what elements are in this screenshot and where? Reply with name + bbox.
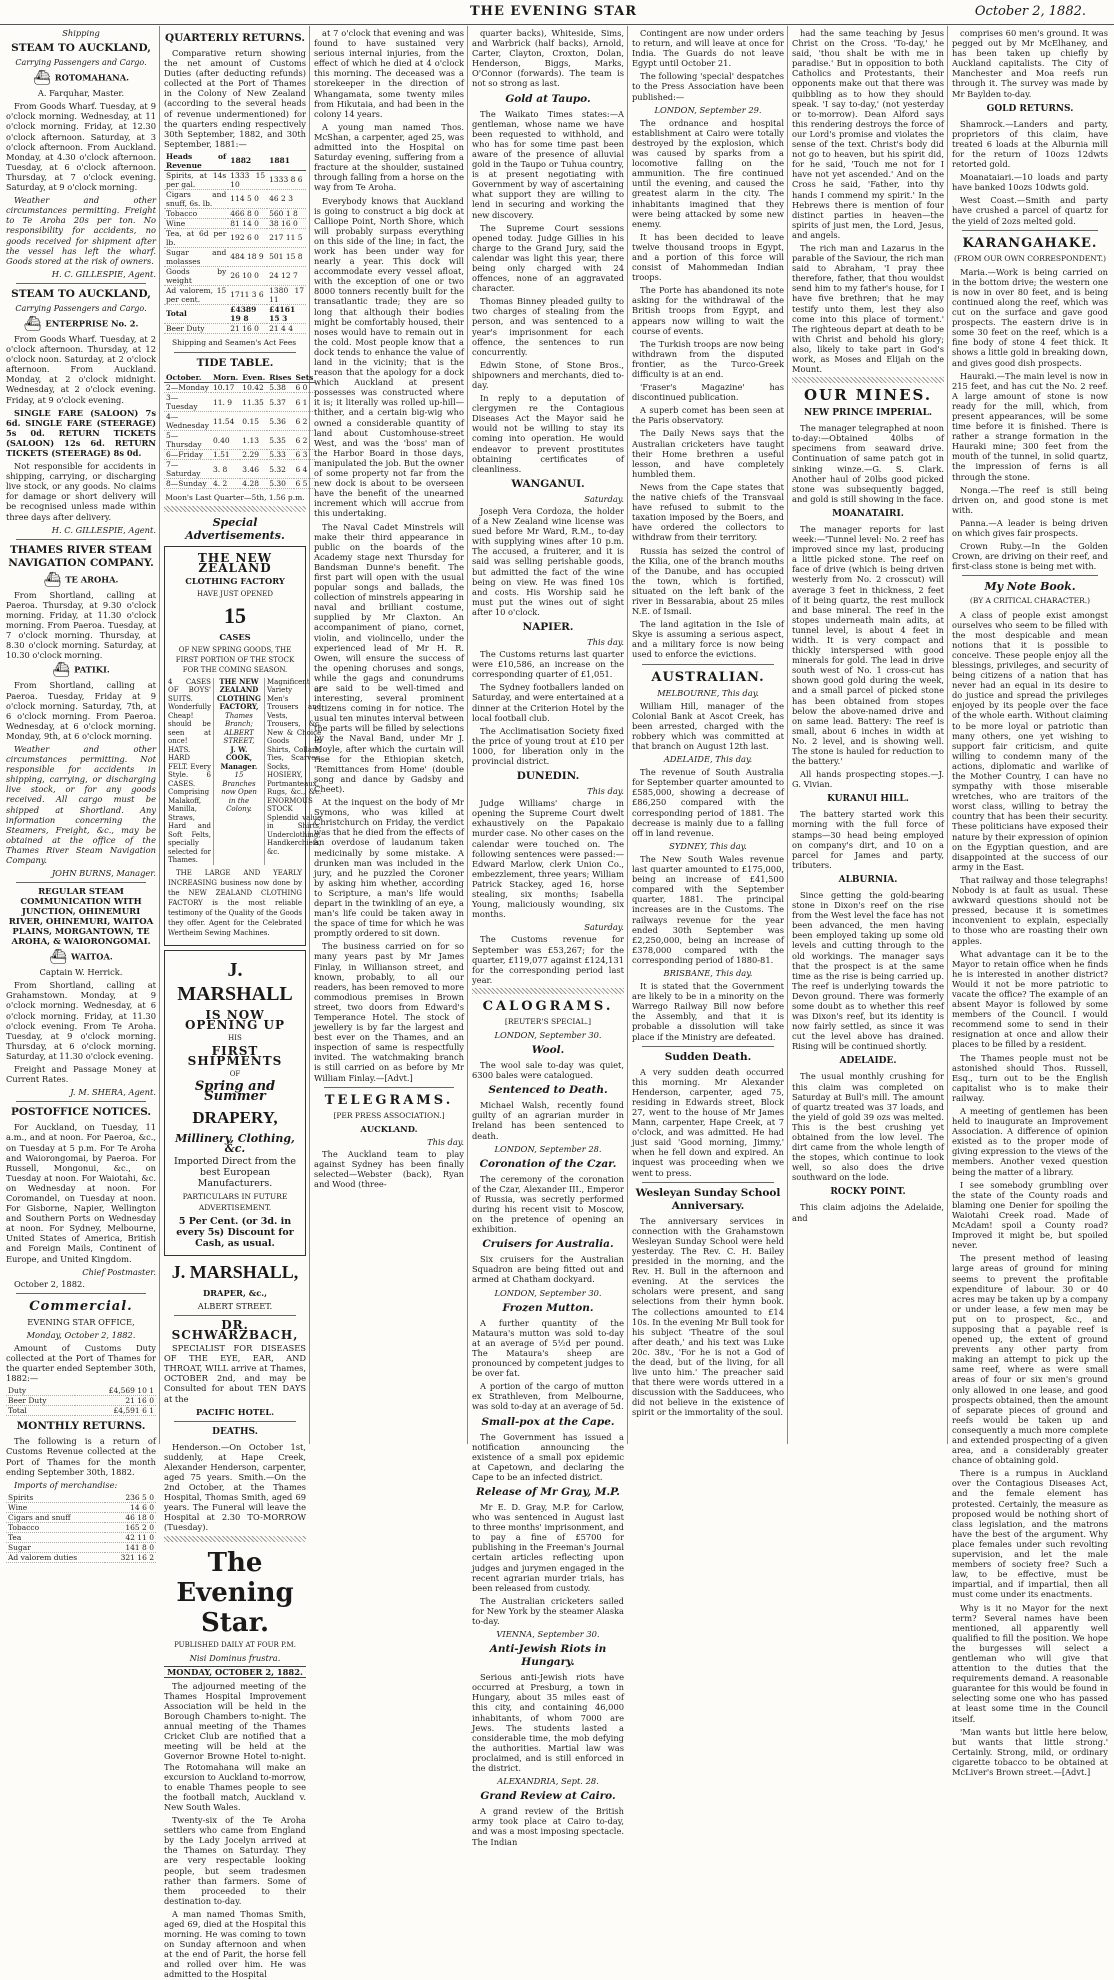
article-para: West Coast.—Smith and party have crushed a parcel of quartz for the yield of 2ozs melted gold. (952, 195, 1108, 226)
nz-clothing-count: 15 (224, 602, 246, 628)
ad-notice: Freight and Passage Money at Current Rates. (6, 1064, 156, 1085)
article-para: Moanataiari.—10 loads and party have banked 10ozs 10dwts gold. (952, 172, 1108, 193)
table-row: Beer Duty 21 16 0 21 4 4 (164, 323, 306, 333)
table-header-row: Heads of Revenue 1882 1881 (164, 152, 306, 171)
article-para: The Daily News says that the Australian cricketers have taught their Home brethren a useful lesson, and have completely humbled them. (632, 428, 784, 479)
dateline-time: Saturday. (584, 922, 624, 933)
column-5 (632, 28, 784, 1442)
table-row: Total £4,591 6 1 (8, 1406, 154, 1416)
dateline-time: This day. (587, 636, 624, 647)
masthead-date: October 2, 1882. (974, 4, 1086, 19)
ship-name: ROTOMAHANA. (54, 72, 130, 83)
quarterly-returns-body: Comparative return showing the net amount of Customs Duties (after deducting refunds) collected at the Port of Thames in the Colony of New Zealand (according to the several heads of revenue undermentioned) for the quarters ending respectively 30th September, 1882, and 30th September, 1881:— (164, 48, 306, 149)
tide-table (164, 373, 315, 489)
article-para: Nonga.—The reef is still being driven on, and good stone is met with. (952, 484, 1108, 515)
newspaper-nameplate: The Evening Star. (176, 1547, 294, 1638)
article-para: The battery started work this morning with the full force of stamps—30 head being employed on company's dirt, and 10 on a parcel for James and party, tributers. (792, 809, 944, 870)
ship-master: A. Farquhar, Master. (37, 88, 125, 99)
article-para: Everybody knows that Auckland is going to construct a big dock at Calliope Point, North Shore, which will probably surpass everything on this side of the line; in fact, the work has been under way for nearly a year. This dock will accommodate every vessel afloat, with the exception of one or two 8000 tonners recently built for the transatlantic trade; they are so long that although their bodies might be comfortably housed, their noses would have to remain out in the cold. Most people know that a dock tends to enhance the value of land in the vicinity; that is the reason that the apology for a dock which Auckland at present possesses was constructed where it is; it literally was rolled up-hill—thither, and a certain big-wig who owned a considerable quantity of land about Customhouse-street West, and was the 'boss' man of the Harbor Board in those days, manipulated the job. But the owner of some property not far from the new dock is about to be overseen have the benefit of the unearned increment which will accrue from this undertaking. (314, 195, 464, 519)
article-para: There is a rumpus in Auckland over the Contagious Diseases Act, and the female element has protested. Certainly, the measure as proposed would be nothing short of class legislation, and the matrons have the best of the argument. Why place females under such revolting supervision, and let the male members of society free? Such a law, to be effective, must be impartial, and if impartial, then all must come under its enactments. (952, 1468, 1108, 1600)
calograms-heading: CALOGRAMS. (482, 998, 614, 1014)
article-para: It is stated that the Government are likely to be in a minority on the Warrego Railway Bill now before the Assembly, and that it is probable a dissolution will take place if the Ministry are defeated. (632, 981, 784, 1042)
monthly-returns-subhead: Imports of merchandise: (14, 1479, 118, 1490)
article-para: The Sydney footballers landed on Saturday, and were entertained at a dinner at the Criterion Hotel by the local football club. (472, 682, 624, 723)
ship-name: ENTERPRISE No. 2. (45, 318, 139, 329)
article-para: Maria.—Work is being carried on in the bottom drive; the western one is now in over 80 feet, and is being continued along the reef, which was cut on the surface and gave good prospects. The eastern drive is in some 30 feet on the reef, which is a fine body of stone 4 feet thick. It shows a little gold in breaking down, and gives good dish prospects. (952, 266, 1108, 368)
article-para: Michael Walsh, recently found guilty of an agrarian murder in Ireland has been sentenced to death. (472, 1100, 624, 1141)
article-heading: Gold at Taupo. (505, 92, 591, 105)
article-para: The Acclimatisation Society fixed the price of young trout at £10 per 1000, for liberation only in the provincial district. (472, 725, 624, 766)
column-3 (314, 28, 464, 1442)
nz-clothing-desc: OF NEW SPRING GOODS, THE FIRST PORTION OF THE STOCK FOR THE COMING SEASON. (175, 645, 295, 674)
article-para: In reply to a deputation of clergymen re the Contagious Diseases Act the Mayor said he would not be willing to stay its coming into operation. He would endeavor to prevent prostitutes obtaining certificates of cleanliness. (472, 393, 624, 474)
dateline-place: DUNEDIN. (516, 770, 580, 783)
marshall-line8: Imported Direct from the best European Manufacturers. (174, 1156, 296, 1190)
nameplate-sub: PUBLISHED DAILY AT FOUR P.M. (174, 1640, 296, 1649)
article-para: Six cruisers for the Australian Squadron are being fitted out and armed at Chatham dockyard. (472, 1254, 624, 1285)
dateline-time: This day. (427, 1136, 464, 1147)
table-row: Tea 42 11 0 (8, 1532, 154, 1542)
article-para: Contingent are now under orders to return, and will leave at once for India. The Guards do not leave Egypt until October 21. (632, 28, 784, 69)
customs-duty-table (6, 1386, 156, 1416)
article-para: At the inquest on the body of Mr Symons, who was killed at Christchurch on Friday, the verdict was that he died from the effects of an overdose of laudanum taken medicinally by some mistake. A drunken man was included in the jury, and he puzzled the Coroner by asking him whether, according to Scripture, a man's life would depart in the twinkling of an eye, a man's life could be taken away in the space of time for which he was promptly ordered to sit down. (314, 797, 464, 939)
editorial-para: The adjourned meeting of the Thames Hospital Improvement Association will be held in the Borough Chambers to-night. The annual meeting of the Thames Cricket Club are notified that a meeting will be held at the Governor Browne Hotel to-night. The Rotomahana will make an excursion to Auckland to-morrow, to enable Thames people to see the football match, Auckland v. New South Wales. (164, 1680, 306, 1812)
marshall-line5: Spring and Summer (194, 1079, 276, 1105)
dateline-place: LONDON, September 28. (494, 1143, 602, 1154)
article-para: The rich man and Lazarus in the parable of the Saviour, the rich man said to Abraham, 'I pray thee therefore, father, that thou wouldst send him to my father's house, for I have five brethren; that he may testify unto them, lest they also come into this place of torment.' The righteous depart at death to be with Christ and behold his glory; also, likely to take part in God's work, as Moses and Elijah on the Mount. (792, 242, 944, 375)
table-row: 5—Thursday 0.40 1.13 5.35 6 2 (164, 431, 315, 450)
nz-clothing-right: Magnificent Variety of Men's Trousers and Vests, Trousers, &c. New & Choice Goods in Shirts, Collars, Ties, Scarves, Socks, HOSIERY, Portmanteaux, Rugs, &c., &c. ENORMOUS STOCK Splendid value in Shirts, Underclothing, Handkerchiefs, &c. (264, 678, 321, 865)
ad-agent: H. C. GILLESPIE, Agent. (51, 268, 156, 279)
ship-master: Captain W. Herrick. (39, 967, 123, 978)
shipping-fees: Shipping and Seamen's Act Fees (172, 337, 297, 347)
note-book-sub: (BY A CRITICAL CHARACTER.) (969, 596, 1091, 606)
article-para: The wool sale to-day was quiet, 6300 bales were catalogued. (472, 1060, 624, 1081)
mine-heading: KURANUI HILL. (827, 794, 909, 805)
table-row: Beer Duty 21 16 0 (8, 1396, 154, 1406)
article-para: The Customs returns last quarter were £10,586, an increase on the corresponding quarter of £1,051. (472, 649, 624, 680)
steamship-icon: ⛴ (32, 70, 51, 87)
sailing-schedule: From Shortland, calling at Paeroa. Thursday, at 9.30 o'clock morning. Friday, at 11.30 o'clock morning. From Paeroa. Tuesday, at 7 o'clock morning. Thursday, at 8.30 o'clock morning. Saturday, at 10.30 o'clock morning. (6, 589, 156, 661)
monthly-returns-table (6, 1493, 156, 1563)
dateline-place: MELBOURNE, This day. (657, 687, 759, 698)
table-row: 7—Saturday 3. 8 3.46 5.32 6 4 (164, 460, 315, 479)
table-row: Cigars and snuff, 6s. lb. 114 5 0 46 2 3 (164, 189, 306, 208)
marshall-ad (164, 950, 306, 1256)
article-para: The Porte has abandoned its note asking for the withdrawal of the British troops from Egypt, and appears now willing to wait the course of events. (632, 285, 784, 336)
marshall-address: ALBERT STREET. (197, 1300, 273, 1311)
dateline-place: ALEXANDRIA, Sept. 28. (497, 1776, 599, 1787)
marshall-line2: HIS (228, 1033, 242, 1042)
column-rule (787, 26, 788, 1444)
nz-clothing-cases: CASES (219, 631, 251, 642)
dateline-time: Saturday. (584, 493, 624, 504)
commercial-body: Amount of Customs Duty collected at the Port of Thames for the quarter ended September 30th, 1882:— (6, 1343, 156, 1384)
gold-returns-heading: GOLD RETURNS. (986, 103, 1074, 114)
article-para: 'Fraser's Magazine' has discontinued publication. (632, 382, 784, 403)
article-para: The manager telegraphed at noon to-day:—Obtained 40lbs of specimens from seaward drive. Continuation of same patch got in sinking winze.—G. S. Clark. Another haul of 20lbs good picked stone was subsequently bagged, and gold is still showing in the face. (792, 423, 944, 504)
marshall-line4: OF (229, 1070, 241, 1078)
column-rule (627, 26, 628, 1444)
steamship-icon: ⛴ (23, 315, 42, 332)
issue-date: MONDAY, OCTOBER 2, 1882. (164, 1666, 306, 1678)
article-para: 'Man wants but little here below, but wants that little strong.' Certainly. Strong, mild, or ordinary cigarette tobacco to be obtained at McLiver's Brown street.—[Advt.] (952, 1726, 1108, 1777)
article-para: A superb comet has been seen at the Paris observatory. (632, 405, 784, 426)
article-para: It has been decided to leave twelve thousand troops in Egypt, and a portion of this force will consist of Mahommedan Indian troops. (632, 231, 784, 283)
article-para: Crown Ruby.—In the Golden Crown, are driving on their reef, and first-class stone is being met with. (952, 541, 1108, 572)
commercial-heading: Commercial. (29, 1298, 133, 1314)
article-para: Joseph Vera Cordoza, the holder of a New Zealand wine license was sued before Mr Ward, R.M., to-day with supplying wines after 10 p.m. The accused, a fruiterer, and it is said was selling perishable goods, but admitted the fact of the wine being on view. He was fined 10s and costs. His Worship said he must put the wines out of sight after 10 o'clock. (472, 505, 624, 617)
ad-title: REGULAR STEAM COMMUNICATION WITH JUNCTION, OHINEMURI RIVER, OHINEMURI, WAITOA PLAINS, MORGANTOWN, TE AROHA, & WAIORONGOMAI. (8, 887, 154, 948)
table-row: Ad valorem duties 321 16 2 (8, 1552, 154, 1562)
ad-notice: Weather and other circumstances permitting. Freight to Te Aroha 20s per ton. No responsibility for accidents, no goods received for shipment after the vessel has left the wharf. Goods stored at the risk of owners. (6, 195, 156, 266)
marshall-name: J. MARSHALL, (171, 1261, 299, 1282)
sailing-schedule: From Goods Wharf. Tuesday, at 9 o'clock morning. Wednesday, at 11 o'clock morning. Friday, at 12.30 o'clock afternoon. Saturday, at 3 o'clock afternoon. From Auckland. Monday, at 4.30 o'clock afternoon. Tuesday, at 6 o'clock afternoon. Thursday, at 7 o'clock evening. Saturday, at 9 o'clock morning. (6, 101, 156, 193)
mine-heading: ALBURNIA. (838, 874, 898, 885)
article-para: That railway and those telegraphs! Nobody is at fault as usual. These awkward questions should not be pressed, because it is sometimes inconvenient to explain, especially to those who are roasting their own apples. (952, 874, 1108, 946)
nz-clothing-ad (164, 546, 322, 945)
article-para: Edwin Stone, of Stone Bros., shipowners and merchants, died to-day. (472, 359, 624, 390)
table-row: Sugar and molasses 484 18 9 501 15 8 (164, 247, 306, 266)
table-row: 4—Wednesday 11.54 0.15 5.36 6 2 (164, 412, 315, 431)
mine-heading: MOANATAIRI. (832, 508, 904, 519)
column-1 (6, 28, 156, 1562)
article-para: Hauraki.—The main level is now in 215 feet, and has cut the No. 2 reef. A large amount of stone is now ready for the mill, which, from present appearances, will be some time before it is finished. There is rather a strange formation in the Hauraki mine; 300 feet from the mouth of the tunnel, in solid quartz, the impression of ferns is all through the stone. (952, 370, 1108, 482)
table-row: Duty £4,569 10 1 (8, 1386, 154, 1396)
special-ads-heading: Special Advertisements. (185, 516, 285, 543)
dateline-place: LONDON, September 29. (654, 104, 762, 115)
editorial-para: Twenty-six of the Te Aroha settlers who came from England by the Lady Jocelyn arrived at the Thames on Saturday. They are very respectable looking people, but seem tradesmen rather than farmers. Some of them proceeded to their destination to-day. (164, 1815, 306, 1906)
nz-clothing-subtitle: CLOTHING FACTORY (185, 576, 285, 587)
postoffice-date: October 2, 1882. (14, 1278, 85, 1289)
article-para: The usual monthly crushing for this claim was completed on Saturday at Bull's mill. The amount of quartz treated was 37 loads, and the yield of gold 39 ozs was melted. This is the best crushing yet obtained from the low level. The dirt came from the whole length of the stopes, which continue to look well, so also does the drive southward on the lode. (792, 1071, 944, 1183)
our-mines-heading: OUR MINES. (803, 386, 933, 405)
marshall-line3: FIRST SHIPMENTS (187, 1043, 283, 1068)
deaths-heading: DEATHS. (212, 1426, 258, 1437)
ad-agent: JOHN BURNS, Manager. (51, 868, 156, 879)
table-total-row: Total £4389 19 8 £4161 15 3 (164, 304, 306, 323)
table-row: Sugar 141 8 0 (8, 1542, 154, 1552)
steamship-icon: ⛴ (43, 571, 62, 588)
article-para: I see somebody grumbling over the state of the County roads and blaming one Denier for spoiling the Waiotahi Creek road. Made of McAdam! spoil a County road? Improved it might be, but spoiled never. (952, 1179, 1108, 1251)
article-para: The following 'special' despatches to the Press Association have been published:— (632, 71, 784, 102)
sailing-schedule: From Goods Wharf. Tuesday, at 2 o'clock afternoon. Thursday, at 12 o'clock noon. Saturday, at 2 o'clock afternoon. From Auckland. Monday, at 2 o'clock midnight. Wednesday, at 2 o'clock evening. Friday, at 9 o'clock evening. (6, 333, 156, 405)
article-para: The manager reports for last week:—'Tunnel level: No. 2 reef has improved since my last, producing a little picked stone. The reef on face of drive (which is being driven westerly from No. 2 crosscut) will average 3 feet in thickness, 2 feet of it being quartz, the rest mullock and base mineral. The reef in the stopes underneath main adits, at tunnel level, is about 4 feet in width. It is very compact and thickly interspersed with good minerals for gold. The lead in drive south west of No. 1 cross-cut has shown good gold during the week, and a small parcel of picked stone has been obtained from stopes below the above-named drive and on same lead. Battery: The reef is small, about 6 inches in width at No. 2 level, and is showing well. The stone is hauled for reduction to the battery.' (792, 523, 944, 767)
note-book-heading: My Note Book. (984, 580, 1076, 594)
article-para: News from the Cape states that the native chiefs of the Transvaal have refused to submit to the taxation imposed by the Boers, and have ordered the collectors to withdraw from their territory. (632, 481, 784, 543)
dateline-place: BRISBANE, This day. (663, 967, 753, 978)
column-4 (472, 28, 624, 1847)
ad-title: THAMES RIVER STEAM NAVIGATION COMPANY. (8, 543, 154, 569)
article-heading: Coronation of the Czar. (479, 1157, 617, 1170)
steamship-icon: ⛴ (49, 949, 67, 966)
ship-name: WAITOA. (70, 951, 113, 962)
doctor-body: SPECIALIST FOR DISEASES OF THE EYE, EAR, AND THROAT, WILL arrive at Thames, OCTOBER 2nd, and may be Consulted for about TEN DAYS at the (164, 1343, 306, 1404)
article-para: The Auckland team to play against Sydney has been finally selected—Webster (back), Ryan and Wood (three- (314, 1148, 464, 1190)
sailing-schedule: From Shortland, calling at Grahamstown. Monday, at 9 o'clock morning. Wednesday, at 6 o'clock morning. Friday, at 11.30 o'clock evening. From Te Aroha. Tuesday, at 9 o'clock morning. Thursday, at 6 o'clock morning. Saturday, at 11.30 o'clock evening. (6, 980, 156, 1061)
table-row: Wine 14 6 0 (8, 1502, 154, 1512)
article-para: quarter backs), Whiteside, Sims, and Warbrick (half backs), Arnold, Carter, Clayton, Croxton, Dolan, Henderson, Biggs, Marks, O'Connor (forwards). The team is not so strong as last. (472, 28, 624, 89)
article-para: Judge Williams' charge in opening the Supreme Court dwelt exhaustively on the Papakaio murder case. No other cases on the calendar were touched on. The following sentences were passed:—Edward Marlow, clerk Union Co., embezzlement, three years; William Patrick Stackey, aged 16, horse stealing, six months; Isabella Young, maliciously wounding, six months. (472, 798, 624, 920)
dateline-place: WANGANUI. (511, 477, 585, 490)
commercial-date: Monday, October 2, 1882. (26, 1329, 136, 1340)
article-para: The present method of leasing large areas of ground for mining seems to prevent the profitable expenditure of labour. 30 or 40 acres may be taken up by a company or under lease, a few men may be put on to prospect, &c., and supposing that a payable reef is opened up, the extent of ground prevents any other party from making an attempt to pick up the same reef, where as were small areas of four or six men's ground only allowed in one lease, and good prospects obtained, then the amount of separate pieces of ground and reefs would be taken up and consequently a much more complete and extended prospecting of a given area, and a considerably greater chance of obtaining gold. (952, 1253, 1108, 1466)
ship-name: TE AROHA. (65, 574, 119, 585)
article-para: The Turkish troops are now being withdrawn from the disputed frontier, as the Turco-Greek difficulty is at an end. (632, 338, 784, 379)
article-para: William Hill, manager of the Colonial Bank at Ascot Creek, has been arrested, charged with the robbery which was committed at that branch on August 12th last. (632, 700, 784, 751)
mine-heading: ROCKY POINT. (830, 1187, 906, 1198)
article-para: The business carried on for so many years past by Mr James Finlay, in Willianson street, and known, probably, to all our readers, has been removed to more commodious premises in Brown street, two doors from Edward's Temperance Hotel. The stock of jewellery is by far the largest and best ever on the Thames, and an inspection of same is respectfully invited. The watchmaking branch is still carried on as before by Mr William Finlay.—[Advt.] (314, 941, 464, 1083)
article-heading: Release of Mr Gray, M.P. (476, 1485, 620, 1498)
ad-subtitle: Carrying Passengers and Cargo. (15, 58, 147, 68)
article-para: Shamrock.—Landers and party, proprietors of this claim, have treated 6 loads at the Alburnia mill for the return of 10ozs 12dwts retorted gold. (952, 118, 1108, 170)
dateline-place: VIENNA, September 30. (496, 1629, 600, 1640)
table-row: Tobacco 165 2 0 (8, 1522, 154, 1532)
quarterly-returns-table (164, 152, 306, 334)
column-rule (947, 26, 948, 1444)
moon-note: Moon's Last Quarter—5th, 1.56 p.m. (165, 493, 305, 503)
nz-clothing-mid4: 15 Branches now Open in the Colony. (221, 771, 257, 814)
table-row: Spirits, at 14s per gal. 1333 15 10 1333 8 6 (164, 170, 306, 189)
telegrams-heading: TELEGRAMS. (324, 1092, 454, 1108)
ad-agent: J. M. SHERA, Agent. (70, 1087, 156, 1098)
table-row: 8—Sunday 4. 2 4.28 5.30 6 5 (164, 479, 315, 489)
karangahake-heading: KARANGAHAKE. (962, 235, 1098, 251)
nz-clothing-mid3: J. W. COOK, Manager. (220, 744, 258, 771)
table-row: Wine 81 14 0 38 16 0 (164, 218, 306, 228)
marshall-sub: DRAPER, &c., (202, 1287, 268, 1298)
postoffice-sign: Chief Postmaster. (82, 1266, 156, 1277)
column-6 (792, 28, 944, 1442)
deaths-body: Henderson.—On October 1st, suddenly, at Hape Creek, Alexander Henderson, carpenter, aged 75 years. Smith.—On the 2nd October, at the Thames Hospital, Thomas Smith, aged 69 years. The Funeral will leave the Hospital at 2.30 TO-MORROW (Tuesday). (164, 1441, 306, 1533)
quarterly-returns-heading: QUARTERLY RETURNS. (165, 32, 305, 44)
mine-heading: NEW PRINCE IMPERIAL. (803, 408, 933, 419)
article-para: The Naval Cadet Minstrels will make their third appearance in public on the boards of the Academy stage next Thursday for Bandsman Dunne's benefit. The first part will open with the usual popular songs and ballads, the collection of minstrels appearing in naval and brilliant costume, supplied by Mr Claxton. An accompaniment of piano, cornet, violin, and violincello, under the experienced lead of Mr H. R. Owen, will ensure the success of the opening choruses and songs, while the gags and conundrums are said to be well-timed and interesting, several prominent citizens coming in for notice. The usual ten minutes interval between the parts will be filled by selections by the Naval Band, under Mr J. Moyle, after which the curtain will rise for the Ethiopian sketch, 'Remittances from Home' (double song and dance by Gadsby and Cheet). (314, 521, 464, 794)
article-para: This claim adjoins the Adelaide, and (792, 1202, 944, 1223)
article-heading: Anti-Jewish Riots in Hungary. (489, 1643, 607, 1669)
article-heading: Small-pox at the Cape. (481, 1415, 615, 1428)
column-7 (952, 28, 1108, 1777)
nz-clothing-left: 4 CASES OF BOYS' SUITS. Wonderfully Cheap! should be seen at once! HATS. HARD FELT. Every Style. 6 CASES. Comprising Malakoff, Manilla, Straws, Hard and Soft Felts, specially selected for Thames. (168, 678, 214, 865)
marshall-line6: DRAPERY, (192, 1108, 278, 1128)
article-para: The revenue of South Australia for September quarter amounted to £585,000, showing a decrease of £86,250 compared with the corresponding period of 1881. The decrease is mainly due to a falling off in land revenue. (632, 767, 784, 838)
karangahake-sub: (FROM OUR OWN CORRESPONDENT.) (953, 253, 1107, 263)
table-header-row: October. Morn. Even. Rises Sets (166, 373, 314, 383)
article-para: A very sudden death occurred this morning. Mr Alexander Henderson, carpenter, aged 75, residing in Edwards street, Block 27, went to the house of Mr James Mann, carpenter, Hape Creek, at 7 o'clock, and was admitted. He had just said 'Good morning, Jimmy,' when he fell down and expired. An inquest was proceeding when we went to press. (632, 1066, 784, 1178)
article-para: The Supreme Court sessions opened today. Judge Gillies in his charge to the Grand Jury, said the calendar was light this year, there being only charged with 24 offences, none of an aggravated character. (472, 222, 624, 294)
postoffice-notices: For Auckland, on Tuesday, 11 a.m., and at noon. For Paeroa, &c., on Tuesday at 5 p.m. For Te Aroha and Waiorongomai, by Paeroa. For Russell, Mongonui, &c., on Tuesday at noon. For Waiotahi, &c. on Wednesday at noon. For Coromandel, on Tuesday at noon. For Gisborne, Napier, Wellington and Southern Ports on Wednesday at noon. For Sydney, Melbourne, United States of America, British and Foreign Mails, Continent of Europe, and United Kingdom. (6, 1122, 156, 1264)
article-para: The Government has issued a notification announcing the existence of a small pox epidemic at Capetown, and declaring the Cape to be an infected district. (472, 1431, 624, 1482)
article-heading: Wool. (531, 1044, 565, 1057)
australian-heading: AUSTRALIAN. (651, 669, 765, 685)
nz-clothing-mid1: THE NEW ZEALAND CLOTHING FACTORY, (216, 676, 262, 712)
table-row: Ad valorem, 15 per cent. 1711 3 6 1380 17 11 (166, 285, 304, 304)
article-para: had the same teaching by Jesus Christ on the Cross. 'To-day,' he said, 'thou shalt be with me in paradise.' But in opposition to both Catholics and Protestants, their opponents make out that there was quibbling as to how they should speak. 'I say to-day,' (not yesterday or to-morrow). Dean Alford says this rendering destroys the force of our Lord's promise and violates the sense of the text. Christ's body did not go to heaven, but his spirit did, for he said, 'Touch me not for I have not yet ascended.' And on the Cross he said, 'Father, into thy hands I commend my spirit.' In the Hebrews there is mention of four distinct parties in heaven—the spirits of just men, the Lord, Jesus, and angels. (792, 28, 944, 240)
monthly-returns-body: The following is a return of Customs Revenue collected at the Port of Thames for the month ending September 30th, 1882. (6, 1436, 156, 1477)
tide-table-heading: TIDE TABLE. (196, 357, 274, 370)
article-heading: Cruisers for Australia. (482, 1238, 614, 1251)
nz-clothing-foot: THE LARGE AND YEARLY INCREASING business now done by the NEW ZEALAND CLOTHING FACTORY is the most reliable testimony of the Quality of the Goods they offer. Agent for the Celebrated Wertheim Sewing Machines. (168, 868, 302, 938)
mine-heading: ADELAIDE. (839, 1056, 897, 1067)
marshall-line9: PARTICULARS IN FUTURE ADVERTISEMENT. (182, 1192, 288, 1212)
marshall-name: J. MARSHALL (177, 958, 293, 1005)
dateline-place: LONDON, September 30. (494, 1029, 602, 1040)
article-para: Russia has seized the control of the Kilia, one of the branch mouths of the Danube, and has occupied the town, which is fortified, situated on the left bank of the river in Bessarabia, about 25 miles N.E. of Ismail. (632, 545, 784, 617)
table-row: Cigars and snuff 46 18 0 (8, 1512, 154, 1522)
article-para: What advantage can it be to the Mayor to retain office when he finds he is interested in another district? Would it not be more patriotic to vacate the office? The example of an absent Mayor is followed by some members of the Council. I would recommend some to send in their resignation at once and allow their places to be filled by a resident. (952, 948, 1108, 1050)
ad-notice: Not responsible for accidents in shipping, carrying, or discharging live stock, or any goods. No claims for damage or short delivery will be recognised unless made within three days after delivery. (6, 461, 156, 522)
marshall-line7: Millinery, Clothing, &c. (175, 1132, 295, 1156)
article-heading: Wesleyan Sunday School Anniversary. (635, 1186, 781, 1212)
nameplate-motto: Nisi Dominus frustra. (189, 1652, 281, 1663)
article-para: A class of people exist amongst ourselves who seem to be filled with the most despicable and mean notions that it is possible to conceive. These people enjoy all the blessings, privileges, and security of being citizens of a nation that has never had an equal in its desire to do justice and spread the privileges enjoyed by its people over the face of the whole earth. Without claiming to be more loyal or patriotic than many others, one yet wishing to support fair criticism, and quite willing to condemn many of the actions, diplomatic and warlike of the Mother Country, I can have no sympathy with those miserable wretches, who are traitors of the worst class, willing to betray the country that has been their security. These politicians have exposed their nature by their expression of opinion on the Egyptian question, and are disappointed at the success of our army in the East. (952, 609, 1108, 872)
article-para: at 7 o'clock that evening and was found to have sustained very serious internal injuries, from the effect of which he died at 4 o'clock this morning. The deceased was a storekeeper in the direction of Whangamata, some twenty miles from Hikutaia, and had been in the colony 14 years. (314, 28, 464, 119)
dateline-place: ADELAIDE, This day. (663, 754, 753, 765)
dateline-place: NAPIER. (522, 620, 574, 633)
article-heading: Sudden Death. (664, 1050, 752, 1063)
marshall-line1: IS NOW OPENING UP (184, 1007, 286, 1032)
nz-clothing-title: THE NEW ZEALAND (197, 551, 273, 576)
article-para: The Customs revenue for September was £53,267; for the quarter, £119,077 against £124,131 for the corresponding period last year. (472, 934, 624, 985)
column-rule (467, 26, 468, 1444)
doctor-place: PACIFIC HOTEL. (195, 1406, 275, 1417)
article-para: The anniversary services in connection with the Grahamstown Wesleyan Sunday School were held yesterday. The Rev. C. H. Bailey presided in the morning, and the Rev. H. Bull in the afternoon and evening. At the services the scholars were present, and sang selections from their hymn book. The collections amounted to £14 10s. In the evening Mr Bull took for his subject 'Theatre of the soul after death,' and his text was Luke 20c. 38v., 'For he is not a God of the dead, but of the living, for all live unto him.' The preacher said that there were words uttered in a discussion with the Sadducees, who did not believe in the existence of spirit or the immortality of the soul. (632, 1215, 784, 1418)
article-para: All hands prospecting stopes.—J. G. Vivian. (792, 769, 944, 790)
table-row: 6—Friday 1.51 2.29 5.33 6 3 (164, 450, 315, 460)
monthly-returns-heading: MONTHLY RETURNS. (16, 1420, 146, 1433)
article-para: A grand review of the British army took place at Cairo to-day, and was a most imposing spectacle. The Indian (472, 1806, 624, 1847)
article-para: The New South Wales revenue last quarter amounted to £175,000, being an increase of £41,500 compared with the September quarter, 1881. The principal increases are in the Customs. The railways revenue for the year ended 30th September was £2,250,000, being an increase of £378,000 compared with the corresponding period of 1880-81. (632, 853, 784, 965)
article-para: A further quantity of the Mataura's mutton was sold to-day at an average of 5½d per pound. The Mataura's sheep are pronounced by competent judges to be over fat. (472, 1317, 624, 1379)
article-para: The Australian cricketers sailed for New York by the steamer Alaska to-day. (472, 1595, 624, 1626)
article-para: A portion of the cargo of mutton ex Strathleven, from Melbourne, was sold to-day at an average of 5d. (472, 1381, 624, 1412)
telegrams-sub: [PER PRESS ASSOCIATION.] (333, 1110, 445, 1120)
article-para: Serious anti-Jewish riots have occurred at Presburg, a town in Hungary, about 35 miles east of this city, and containing 46,000 inhabitants, of whom 7000 are Jews. The students lasted a considerable time, the mob defying the authorities. Martial law was proclaimed, and is still enforced in the district. (472, 1672, 624, 1774)
table-row: Tobacco 466 8 0 560 1 8 (164, 208, 306, 218)
ship-name: PATIKI. (74, 664, 110, 675)
nz-clothing-mid2: Thames Branch; ALBERT STREET, (223, 711, 255, 746)
masthead-title: THE EVENING STAR (470, 4, 638, 19)
table-row: Goods by weight 26 10 0 24 12 7 (164, 266, 306, 285)
dateline-time: This day. (587, 786, 624, 797)
postoffice-heading: POSTOFFICE NOTICES. (10, 1106, 152, 1119)
calograms-sub: [REUTER'S SPECIAL.] (504, 1016, 592, 1026)
article-heading: Frozen Mutton. (502, 1301, 594, 1314)
dateline-place: AUCKLAND. (360, 1123, 418, 1134)
article-para: Panna.—A leader is being driven on which gives fair prospects. (952, 517, 1108, 539)
article-para: The land agitation in the Isle of Skye is assuming a serious aspect, and a military force is now being used to enforce the evictions. (632, 619, 784, 660)
ad-agent: H. C. GILLESPIE, Agent. (51, 524, 156, 535)
article-para: Mr E. D. Gray, M.P. for Carlow, who was sentenced in August last to three months' imprisonment, and to pay a fine of £5700 for publishing in the Freeman's Journal certain articles reflecting upon judges and jurymen engaged in the recent agrarian murder trials, has been released from custody. (472, 1501, 624, 1593)
shipping-heading: Shipping (62, 28, 100, 38)
masthead (0, 0, 1114, 25)
ad-subtitle: Carrying Passengers and Cargo. (15, 303, 147, 313)
article-para: Thomas Binney pleaded guilty to two charges of stealing from the person, and was sentenced to a year's imprisonment for each offence, the sentences to run concurrently. (472, 296, 624, 357)
article-para: The ceremony of the coronation of the Czar, Alexander III., Emperor of Russia, was secretly performed during his recent visit to Moscow, on the pretence of opening an exhibition. (472, 1173, 624, 1235)
table-row: 2—Monday 10.17 10.42 5.38 6 0 (164, 383, 315, 393)
ad-title: STEAM TO AUCKLAND, (11, 42, 151, 55)
table-row: Tea, at 6d per lb. 192 6 0 217 11 5 (164, 228, 306, 247)
table-row: Spirits 236 5 0 (8, 1492, 154, 1502)
column-rule (159, 26, 160, 1444)
ad-notice: Weather and other circumstances permitting. Not responsible for accidents in shipping, carrying, or discharging live stock, or for any goods received. All cargo must be shipped at Shortland. Any information concerning the Steamers, Freight, &c., may be obtained at the office of the Thames River Steam Navigation Company. (6, 743, 156, 865)
dateline-place: SYDNEY, This day. (669, 840, 747, 851)
article-para: comprises 60 men's ground. It was pegged out by Mr McElhaney, and has been taken up chiefly by Auckland capitalists. The City of Manchester and Moa reefs run through it. The survey was made by Mr Baylden to-day. (952, 28, 1108, 99)
article-para: The Waikato Times states:—A gentleman, whose name we have been requested to withhold, and who has for some time past been aware of the presence of alluvial gold in the Taupo or Tuhua country, is at present negotiating with Government by way of ascertaining what support they are willing to lend in securing and working the new discovery. (472, 108, 624, 220)
article-para: The ordnance and hospital establishment at Cairo were totally destroyed by the explosion, which was caused by sparks from a locomotive falling on the ammunition. The fire continued until the evening, and caused the greatest alarm in the city. The inhabitants imagined that they were being attacked by some new enemy. (632, 117, 784, 229)
article-heading: Sentenced to Death. (488, 1084, 608, 1097)
column-2 (164, 28, 322, 1980)
article-para: The Thames people must not be astonished should Thos. Russell, Esq., turn out to be the English capitalist who is to make their railway. (952, 1052, 1108, 1103)
article-heading: Grand Review at Cairo. (480, 1790, 616, 1803)
steamship-icon: ⛴ (52, 662, 71, 679)
article-para: A young man named Thos. McShan, a carpenter, aged 25, was admitted into the Hospital on Saturday evening, suffering from a fracture at the shoulder, sustained through falling from a horse on the way from Te Aroha. (314, 121, 464, 193)
article-para: Since getting the gold-bearing stone in Dixon's reef on the rise from the West level the face has not been advanced, the men having been employed taking up some old levels and cutting through to the old workings. The manager says that the prospect is at the same time as the rise is being carried up. The reef is underlying towards the Devon ground. There was formerly some doubt as to whether this reef was Dixon's reef, but its identity is now fairly settled, as since it was cut the level above has drained. Rising will be continued shortly. (792, 889, 944, 1052)
dateline-place: LONDON, September 30. (494, 1287, 602, 1298)
nz-clothing-have: HAVE JUST OPENED (196, 590, 273, 599)
ad-title: STEAM TO AUCKLAND, (11, 287, 151, 300)
sailing-schedule: From Shortland, calling at Paeroa. Tuesday, Friday at 9 o'clock morning. Saturday, 7th, at 6 o'clock morning. From Paeroa. Wednesday, at 6 o'clock morning. Monday, 9th, at 6 o'clock morning. (6, 680, 156, 741)
table-row: 3—Tuesday 11. 9 11.35 5.37 6 1 (164, 393, 315, 412)
article-para: A meeting of gentlemen has been held to inaugurate an Improvement Association. A difference of opinion existed as to the proper mode of giving expression to the views of the members. Another vexed question being the matter of a library. (952, 1106, 1108, 1177)
doctor-name: DR. SCHWARZBACH, (171, 1317, 299, 1342)
editorial-para: A man named Thomas Smith, aged 69, died at the Hospital this morning. He was coming to town on Sunday afternoon and when at the end of Parit, the horse fell and rolled over him. He was admitted to the Hospital (164, 1908, 306, 1980)
article-para: Why is it no Mayor for the next term? Several names have been mentioned, all apparently well qualified to fill the position. We hope the burgesses will select a gentleman who will give that attention to the duties that the requirements demand. A reasonable guarantee for this would be found in selecting some one who has passed at least some time in the Council itself. (952, 1602, 1108, 1724)
marshall-line10: 5 Per Cent. (or 3d. in every 5s) Discount for Cash, as usual. (176, 1215, 294, 1249)
commercial-place: EVENING STAR OFFICE, (27, 1316, 135, 1327)
fares: SINGLE FARE (SALOON) 7s 6d. SINGLE FARE (STEERAGE) 5s 0d. RETURN TICKETS (SALOON) 12s 6d. RETURN TICKETS (STEERAGE) 8s 0d. (6, 407, 156, 458)
